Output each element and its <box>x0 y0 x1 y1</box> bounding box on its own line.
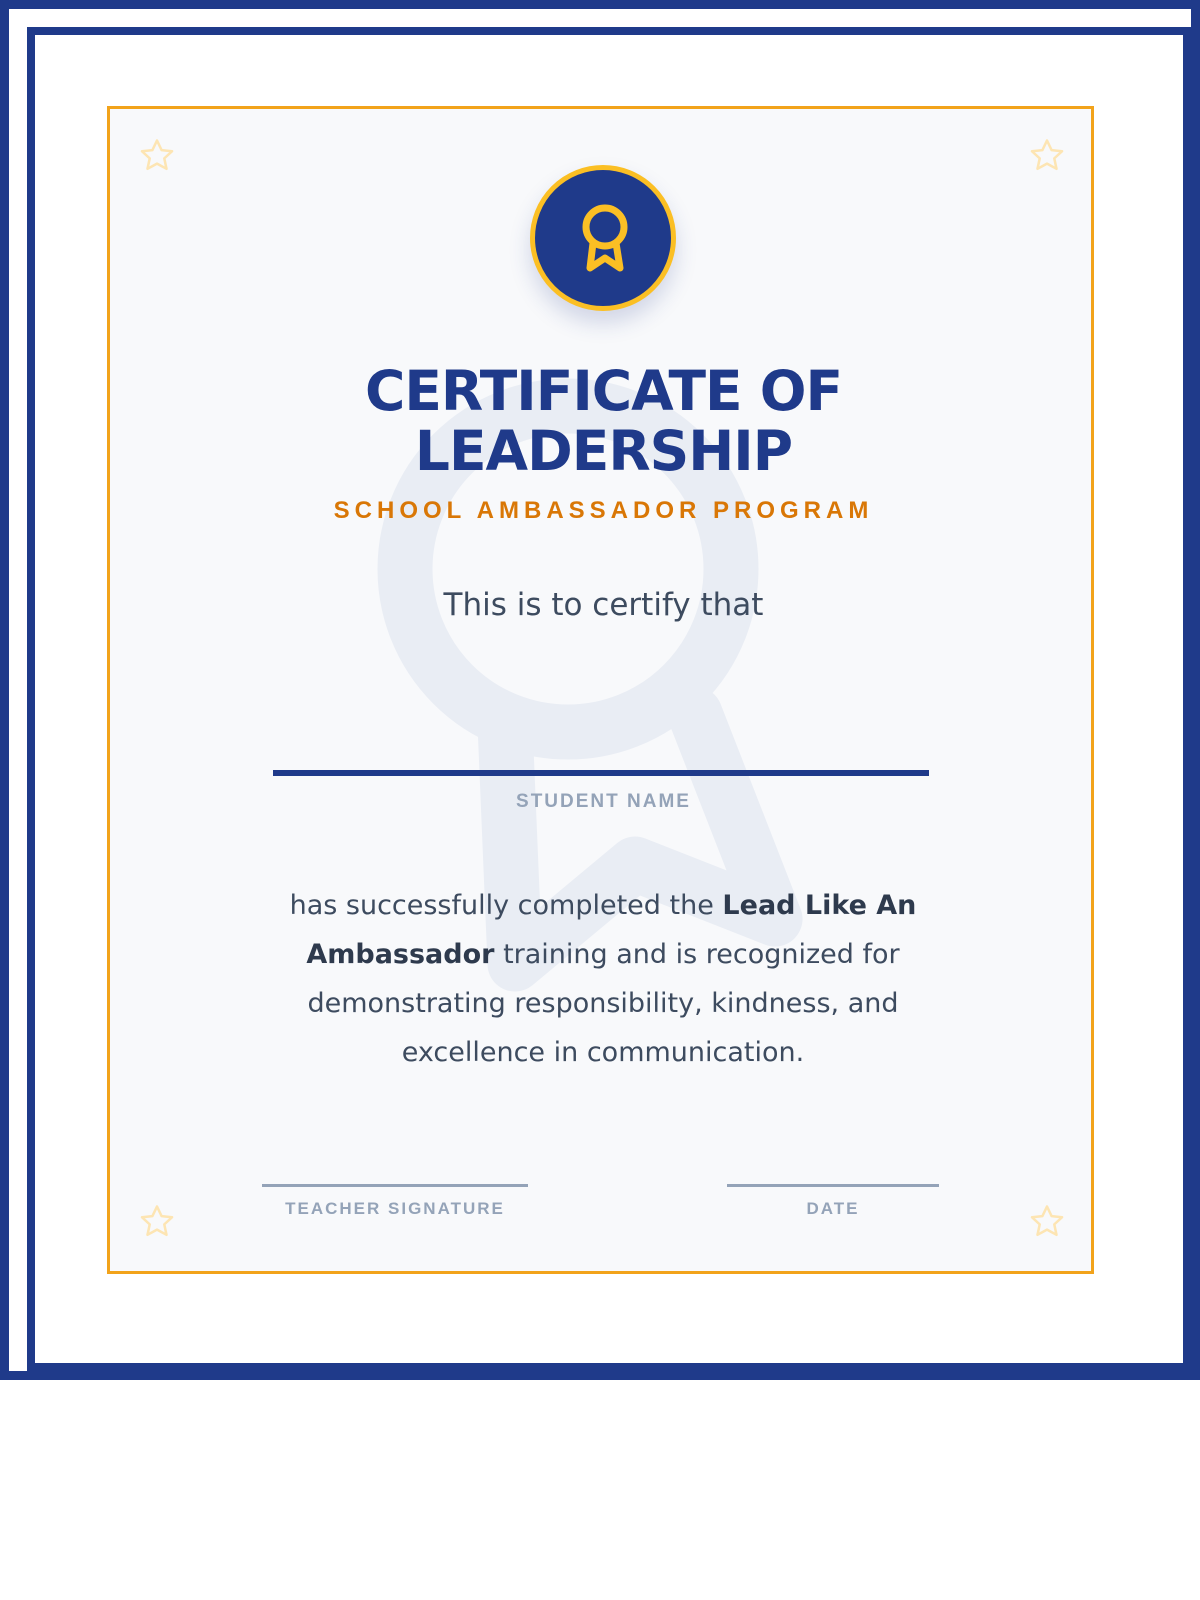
statement-text-end: training and is recognized for demonstrating responsibility, kindness, and excellence in communication. <box>307 939 900 1068</box>
award-medal-badge <box>530 165 676 311</box>
certificate-title-line-2: LEADERSHIP <box>414 419 793 483</box>
statement-text-start: has successfully completed the <box>289 890 723 921</box>
student-name-line <box>273 770 929 776</box>
date-line <box>727 1184 939 1187</box>
certificate-title <box>110 361 1094 481</box>
star-icon <box>1028 137 1066 175</box>
certificate-title-line-1: CERTIFICATE OF <box>364 359 843 423</box>
program-subtitle: SCHOOL AMBASSADOR PROGRAM <box>333 497 874 524</box>
date-label: DATE <box>806 1199 860 1218</box>
certificate-panel <box>107 106 1094 1274</box>
student-name-label: STUDENT NAME <box>516 791 691 812</box>
teacher-signature-line <box>262 1184 528 1187</box>
star-icon <box>138 1203 176 1241</box>
training-name: Lead Like An Ambassador <box>306 890 917 970</box>
star-icon <box>1028 1203 1066 1241</box>
certify-statement: This is to certify that <box>443 587 764 623</box>
star-icon <box>138 137 176 175</box>
teacher-signature-label: TEACHER SIGNATURE <box>285 1199 505 1218</box>
award-ribbon-icon <box>569 200 637 276</box>
achievement-statement <box>253 881 953 1077</box>
